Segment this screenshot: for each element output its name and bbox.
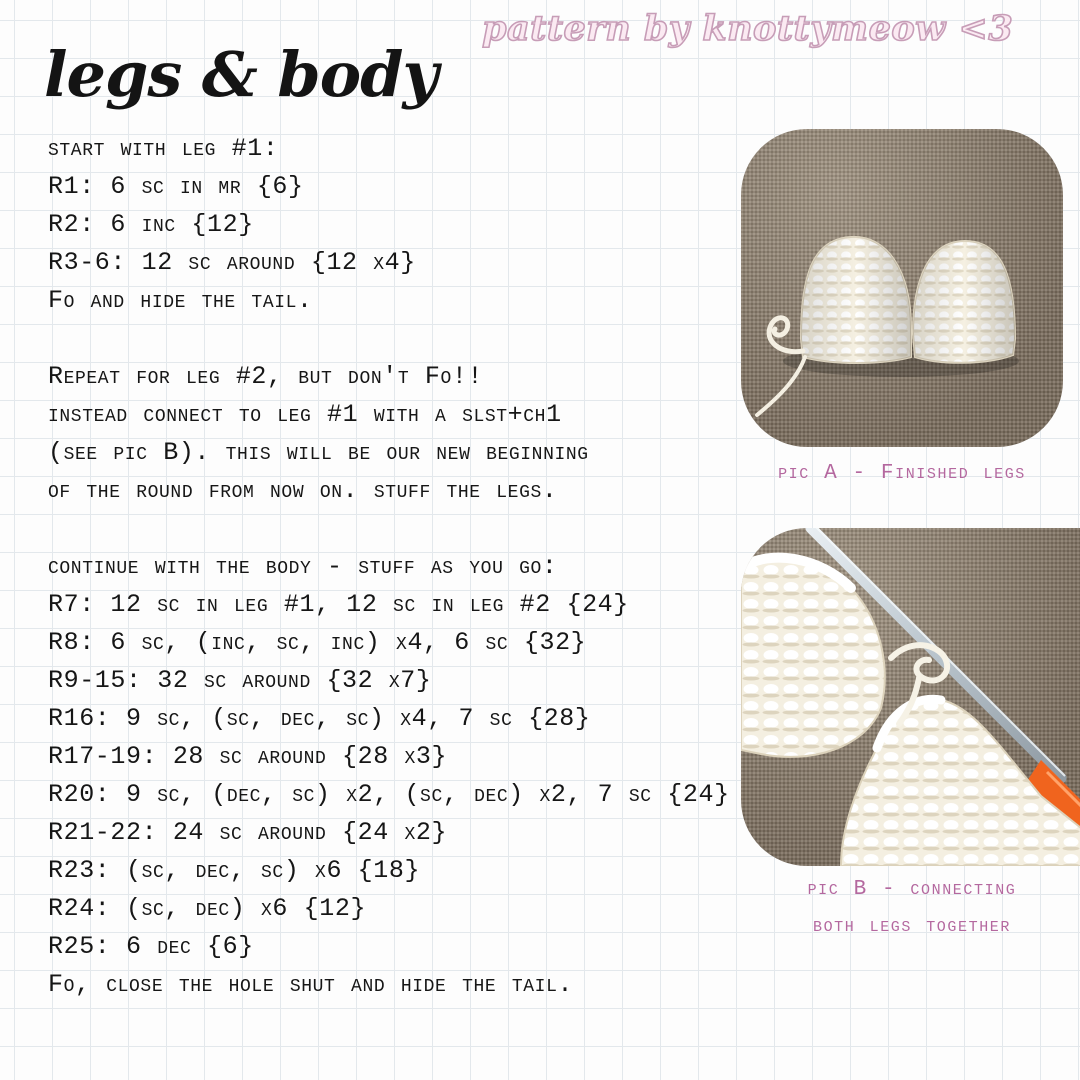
instruction-line: continue with the body - stuff as you go: xyxy=(48,552,558,581)
instruction-line: R3-6: 12 sc around {12 x4} xyxy=(48,248,416,277)
instruction-line: R9-15: 32 sc around {32 x7} xyxy=(48,666,432,695)
instruction-line: R23: (sc, dec, sc) x6 {18} xyxy=(48,856,421,885)
caption-pic-b-line-2: both legs together xyxy=(812,915,1012,938)
instruction-line: R21-22: 24 sc around {24 x2} xyxy=(48,818,448,847)
instruction-line: instead connect to leg #1 with a slst+ch1 xyxy=(48,400,562,429)
caption-pic-a: pic A - Finished legs xyxy=(778,462,1026,485)
blank-line xyxy=(48,320,730,358)
pattern-instructions xyxy=(48,130,730,1004)
instruction-line: Fo, close the hole shut and hide the tail. xyxy=(48,970,574,999)
instruction-line: R17-19: 28 sc around {28 x3} xyxy=(48,742,448,771)
finished-legs-illustration xyxy=(741,129,1063,447)
blank-line xyxy=(48,510,730,548)
instruction-line: R1: 6 sc in mr {6} xyxy=(48,172,304,201)
instruction-line: start with leg #1: xyxy=(48,134,279,163)
instruction-line: of the round from now on. stuff the legs. xyxy=(48,476,558,505)
photo-finished-legs xyxy=(741,129,1063,447)
instruction-line: R24: (sc, dec) x6 {12} xyxy=(48,894,367,923)
instruction-line: Repeat for leg #2, but don't Fo!! xyxy=(48,362,484,391)
page-title: legs & body xyxy=(44,38,438,111)
connecting-legs-illustration xyxy=(741,528,1080,866)
photo-connecting-legs xyxy=(741,528,1080,866)
instruction-line: R25: 6 dec {6} xyxy=(48,932,254,961)
instruction-line: R2: 6 inc {12} xyxy=(48,210,254,239)
instruction-line: R7: 12 sc in leg #1, 12 sc in leg #2 {24} xyxy=(48,590,629,619)
instruction-line: R16: 9 sc, (sc, dec, sc) x4, 7 sc {28} xyxy=(48,704,591,733)
instruction-line: R8: 6 sc, (inc, sc, inc) x4, 6 sc {32} xyxy=(48,628,587,657)
instruction-line: (see pic B). this will be our new beginning xyxy=(48,438,589,467)
pattern-credit: pattern by knottymeow <3 xyxy=(482,8,1014,49)
instruction-line: Fo and hide the tail. xyxy=(48,286,313,315)
caption-pic-b-line-1: pic B - connecting xyxy=(807,878,1017,901)
instruction-line: R20: 9 sc, (dec, sc) x2, (sc, dec) x2, 7 sc {24} xyxy=(48,780,730,809)
caption-pic-b xyxy=(742,871,1080,945)
